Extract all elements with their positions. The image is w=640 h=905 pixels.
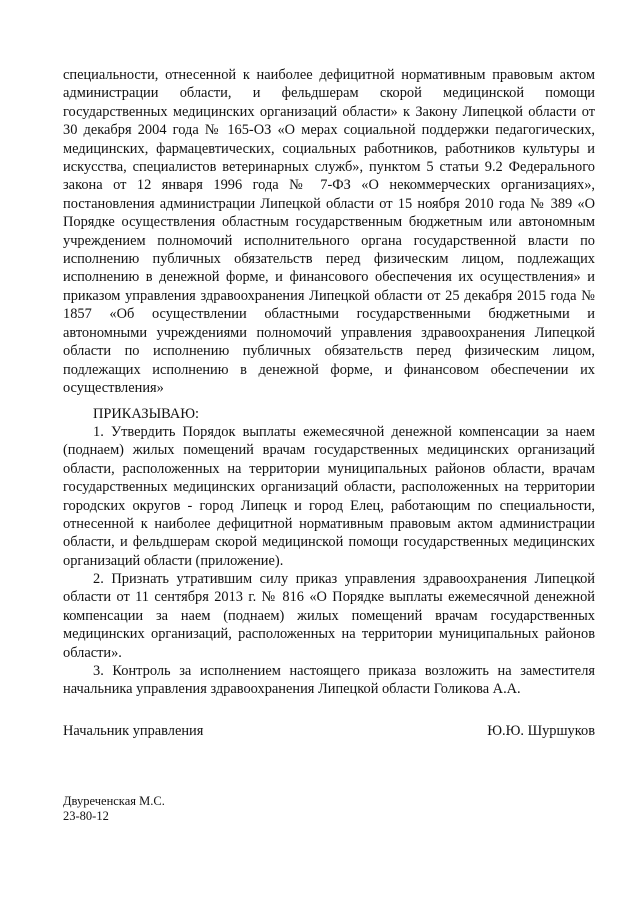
executor-phone: 23-80-12 [63, 809, 109, 823]
intro-paragraph: специальности, отнесенной к наиболее дефицитной нормативным правовым актом администрации области, и фельдшерам скорой медицинской помощи государственных медицинских организаций области» к Закону Липецкой области от 30 декабря 2004 года № 165-ОЗ «О мерах социальной поддержки педагогических, медицинских, фармацевтических, социальных работников, работников культуры и искусства, специалистов ветеринарных служб», пунктом 5 статьи 9.2 Федерального закона от 12 января 1996 года № 7-ФЗ «О некоммерческих организациях», постановления администрации Липецкой области от 15 ноября 2010 года № 389 «О Порядке осуществления областным государственным бюджетным или автономным учреждением полномочий исполнительного органа государственной власти по исполнению публичных обязательств перед физическим лицом, подлежащих исполнению в денежной форме, и финансового обеспечения их осуществления» и приказом управления здравоохранения Липецкой области от 25 декабря 2015 года № 1857 «Об осуществлении областными государственными бюджетными и автономными учреждениями полномочий управления здравоохранения Липецкой области по исполнению публичных обязательств перед физическим лицом, подлежащих исполнению в денежной форме, и финансовом обеспечении их осуществления» [63, 67, 595, 396]
executor-block [63, 794, 165, 824]
signatory-name: Ю.Ю. Шуршуков [487, 723, 595, 739]
order-item-1: 1. Утвердить Порядок выплаты ежемесячной денежной компенсации за наем (поднаем) жилых помещений врачам государственных медицинских организаций области, расположенных на территории муниципальных районов области, врачам государственных медицинских организаций области, расположенных на территории городских округов - город Липецк и город Елец, работающим по специальности, отнесенной к наиболее дефицитной нормативным правовым актом администрации области, и фельдшерам скорой медицинской помощи государственных медицинских организаций области (приложение). [63, 424, 595, 569]
order-heading: ПРИКАЗЫВАЮ: [93, 406, 200, 422]
order-item-3: 3. Контроль за исполнением настоящего приказа возложить на заместителя начальника управления здравоохранения Липецкой области Голикова А.А. [63, 663, 595, 698]
executor-name: Двуреченская М.С. [63, 794, 165, 808]
order-item-2: 2. Признать утратившим силу приказ управления здравоохранения Липецкой области от 11 сентября 2013 г. № 816 «О Порядке выплаты ежемесячной денежной компенсации за наем (поднаем) жилых помещений врачам государственных медицинских организаций, расположенных на территории муниципальных районов области». [63, 571, 595, 661]
signatory-title: Начальник управления [63, 723, 204, 739]
